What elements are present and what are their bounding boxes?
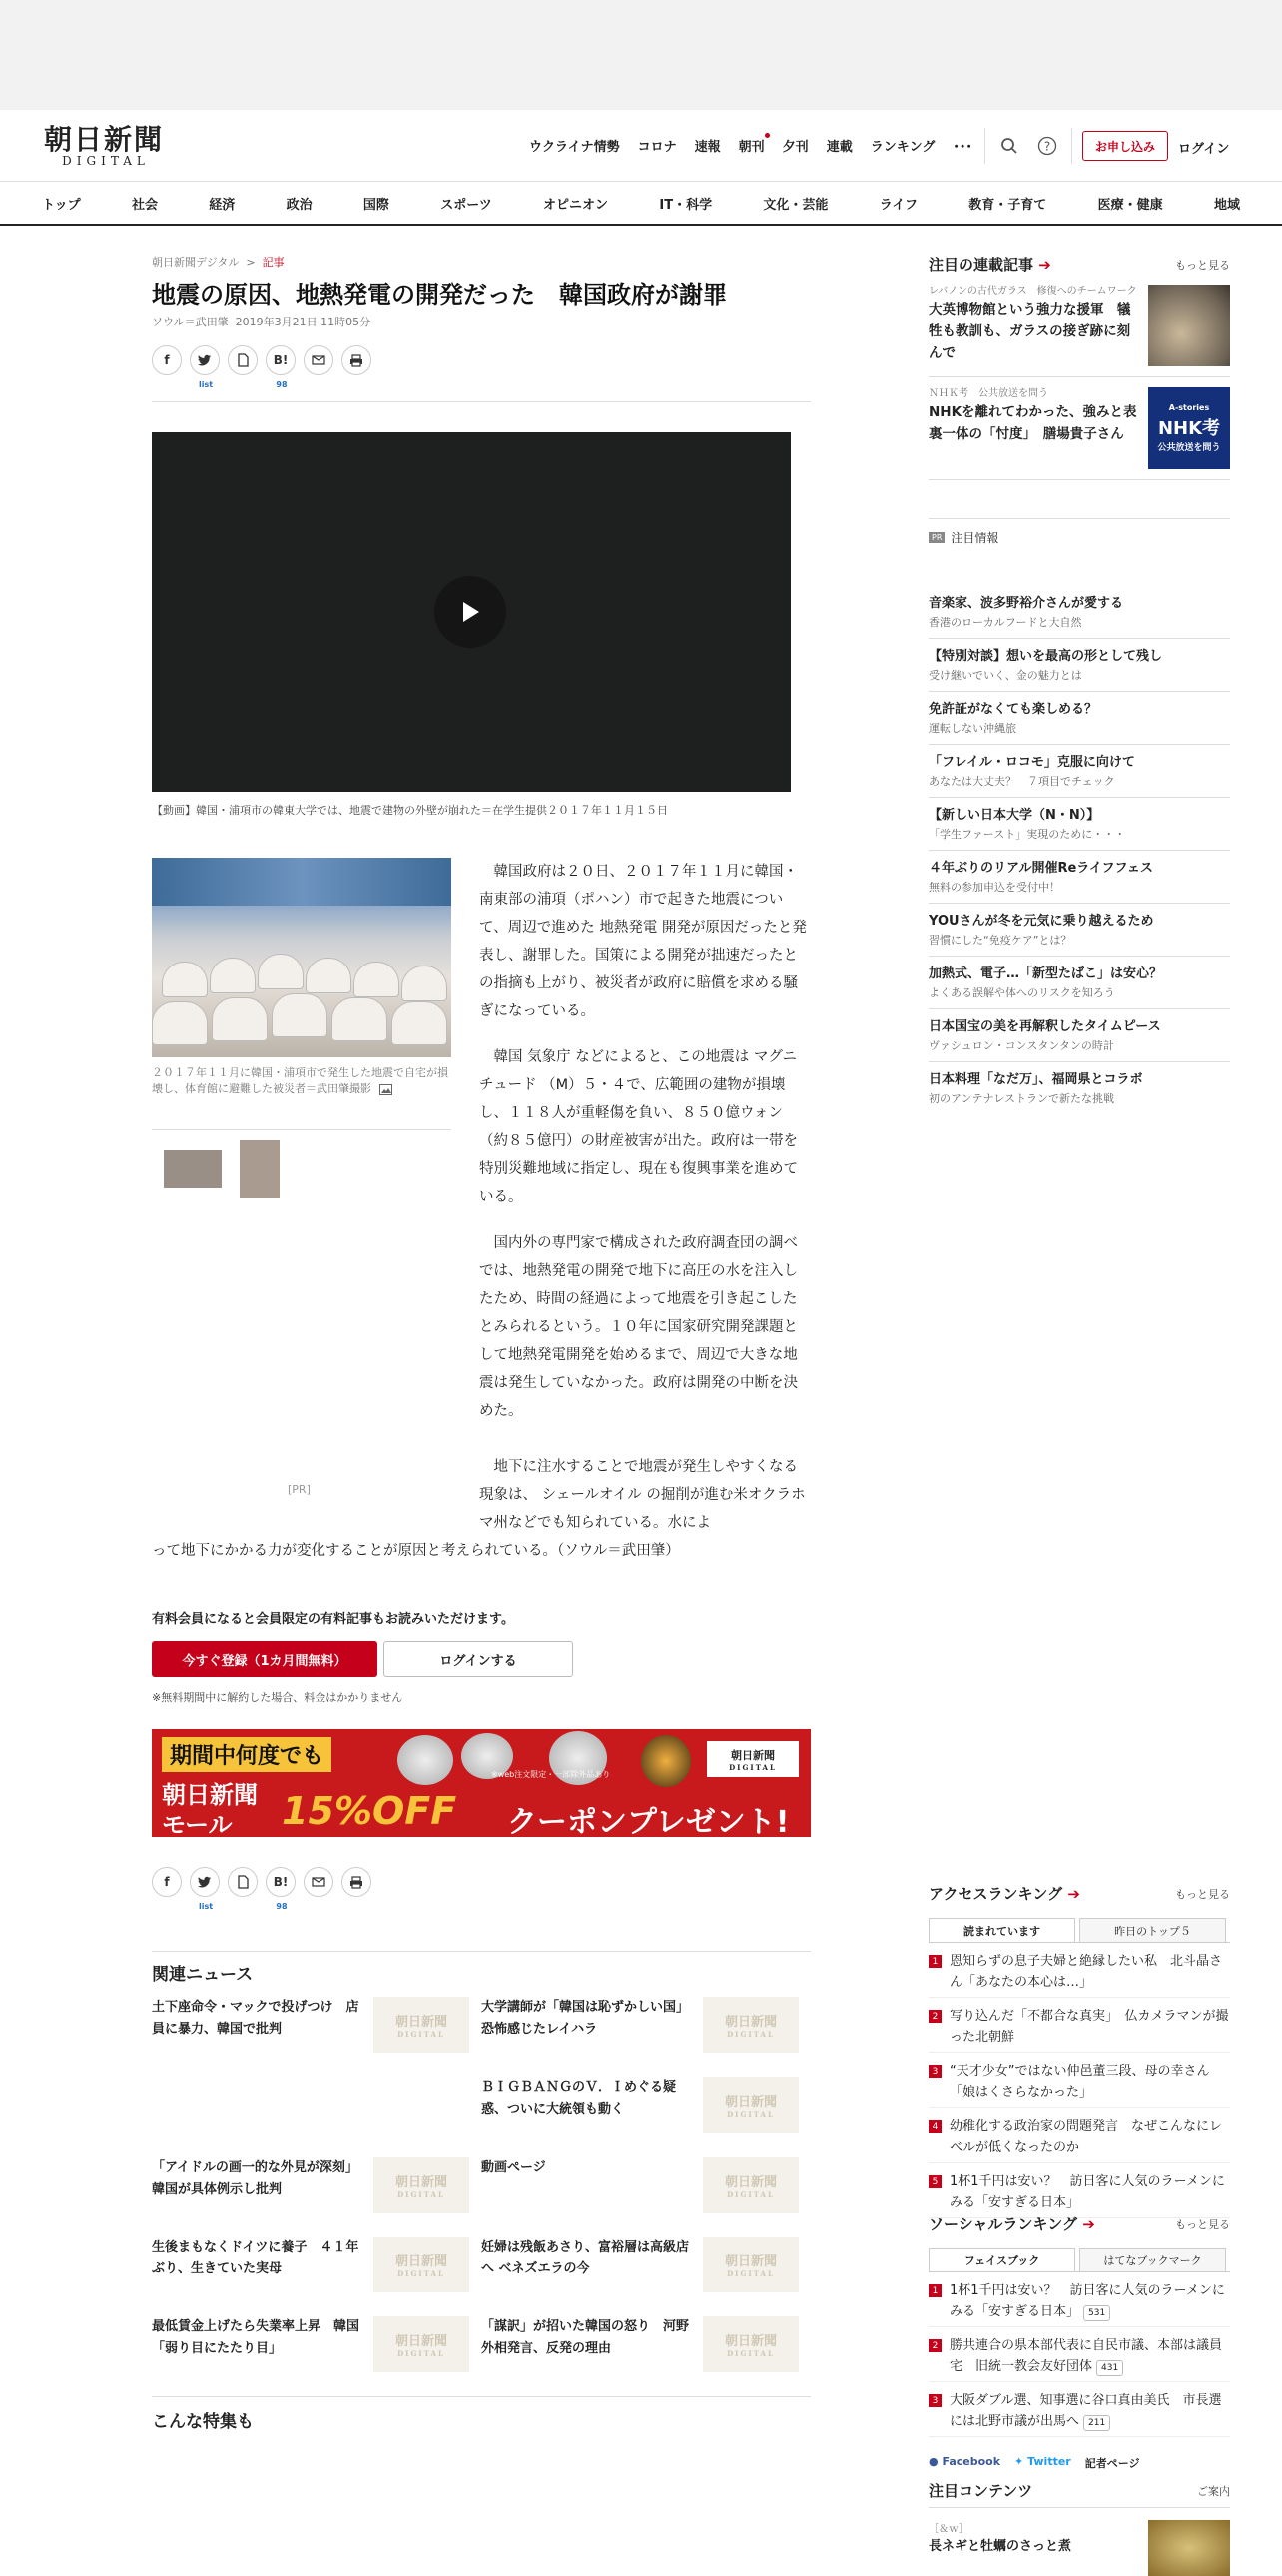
share-bar-bottom [152,1867,811,1911]
bookmark-share-button[interactable] [228,345,258,375]
gnav-sports[interactable]: スポーツ [440,197,492,213]
featured-title: 注目コンテンツ [929,2482,1033,2500]
divider [1071,128,1072,164]
pr-item[interactable] [929,639,1230,692]
pr-item-sub: よくある誤解や体へのリスクを知ろう [929,986,1115,999]
paragraph: 韓国政府は２０日、２０１７年１１月に韓国・南東部の浦項（ポハン）市で起きた地震について、周辺で進めた 地熱発電 開発が原因だったと発表し、謝罪した。国策による開発が拙速だったとの指摘も上がり、被災者が政府に賠償を求める騒ぎになっている。 [479,864,807,1019]
serial-more-link[interactable]: もっと見る [1175,258,1230,272]
thumb-logo: 朝日新聞 [394,2175,447,2190]
thumb-logo: 朝日新聞 [724,2095,777,2110]
share-count-badge: 431 [1096,2360,1123,2376]
nav-morning[interactable] [739,136,765,155]
banner-discount: 15%OFF [282,1789,457,1833]
sidebar [929,254,1230,1114]
ranking-item-title: 写り込んだ「不都合な真実」 仏カメラマンが撮った北朝鮮 [950,2009,1229,2045]
thumbnail-2[interactable] [240,1140,280,1198]
gnav-health[interactable]: 医療・健康 [1097,197,1163,213]
thumb-logo-sub: DIGITAL [727,2190,775,2199]
related-thumb [373,2237,469,2292]
twitter-link[interactable] [1014,2455,1071,2471]
share-count-badge: 531 [1083,2305,1110,2321]
new-dot [765,133,770,138]
gnav-life[interactable]: ライフ [879,197,918,213]
related-item-title: 動画ページ [481,2160,546,2175]
related-thumb [373,2316,469,2372]
access-more-link[interactable]: もっと見る [1175,1887,1230,1901]
featured-info-link[interactable]: ご案内 [1197,2484,1230,2498]
thumbnail-1[interactable] [164,1150,222,1188]
ranking-item-title: “天才少女”ではない仲邑董三段、母の幸さん「娘はくさらなかった」 [950,2064,1210,2100]
social-title[interactable] [929,2213,1095,2234]
pr-item-title: 【新しい日本大学（N・N）】 [929,808,1100,823]
list-count: list [198,1902,214,1911]
pr-item-sub: 「学生ファースト」実現のために・・・ [929,828,1126,841]
login-link[interactable]: ログイン [1178,142,1230,157]
nhk-badge-title: NHK考 [1157,418,1221,439]
facebook-icon: ● [929,2455,939,2468]
banner-coupon: クーポンプレゼント! [507,1805,790,1837]
nav-evening[interactable]: 夕刊 [782,140,809,155]
rank-number: 1 [929,1955,942,1968]
divider [152,401,811,402]
access-header [929,1883,1230,1904]
social-item[interactable] [929,2382,1230,2437]
pr-item[interactable] [929,586,1230,639]
pr-list [929,586,1230,1114]
nav-ranking[interactable]: ランキング [870,140,936,155]
gnav-region[interactable]: 地域 [1213,197,1240,213]
tab-most-read[interactable]: 読まれています [929,1918,1075,1942]
social-item-title: 大阪ダブル選、知事選に谷口真由美氏 市長選には北野市議が出馬へ [950,2393,1222,2429]
login-button[interactable]: ログインする [383,1641,573,1677]
nav-ukraine[interactable]: ウクライナ情勢 [529,140,620,155]
serial-thumbnail [1148,285,1230,366]
member-promo-text: 有料会員になると会員限定の有料記事もお読みいただけます。 [152,1612,514,1627]
gallery-icon[interactable] [379,1084,392,1095]
related-item[interactable] [152,2157,469,2213]
gnav-politics[interactable]: 政治 [286,197,313,213]
facebook-link[interactable] [929,2455,1000,2471]
pr-item-sub: ヴァシュロン・コンスタンタンの時計 [929,1039,1114,1052]
tab-yesterday-top5[interactable]: 昨日のトップ５ [1079,1918,1226,1942]
nav-corona[interactable]: コロナ [637,140,677,155]
gnav-culture[interactable]: 文化・芸能 [763,197,829,213]
ranking-item-title: 恩知らずの息子夫婦と絶縁したい私 北斗晶さん「あなたの本心は…」 [950,1954,1223,1990]
related-thumb [703,2237,799,2292]
serial-item[interactable] [929,377,1230,480]
twitter-share-button[interactable] [190,1867,220,1911]
banner-logo-jp: 朝日新聞 [731,1748,775,1762]
rank-number: 2 [929,2010,942,2023]
gnav-society[interactable]: 社会 [131,197,158,213]
related-item[interactable] [152,1997,469,2053]
social-item[interactable] [929,2272,1230,2327]
print-button[interactable] [341,1867,371,1897]
ad-band [0,0,1282,110]
social-header [929,2213,1230,2234]
facebook-label: Facebook [942,2455,1001,2468]
thumb-logo: 朝日新聞 [724,2254,777,2269]
social-item-title: 1杯1千円は安い？ 訪日客に人気のラーメンにみる「安すぎる日本」 [950,2283,1225,2319]
related-item-title: 「アイドルの画一的な外見が深刻」韓国が具体例示し批判 [152,2160,358,2197]
member-buttons [152,1641,811,1677]
twitter-icon: ✦ [1014,2455,1024,2468]
site-header [0,110,1282,182]
play-icon[interactable] [434,576,506,648]
pr-item-title: YOUさんが冬を元気に乗り越えるため [929,914,1154,929]
social-footer [929,2447,1230,2471]
pr-item-title: 日本料理「なだ万」、福岡県とコラボ [929,1072,1143,1087]
share-count-badge: 211 [1083,2415,1110,2431]
article-title: 地震の原因、地熱発電の開発だった 韓国政府が謝罪 [152,281,727,309]
social-item-title: 勝共連合の県本部代表に自民市議、本部は議員宅 旧統一教会友好団体 [950,2338,1223,2374]
last-paragraph [152,1453,811,1565]
access-title[interactable] [929,1883,1080,1904]
ranking-item[interactable] [929,1998,1230,2053]
nhk-badge-sub: 公共放送を問う [1157,443,1221,453]
thumb-logo-sub: DIGITAL [727,2110,775,2119]
photo-caption-text: ２０１７年１１月に韓国・浦項市で発生した地震で自宅が損壊し、体育館に避難した被災者＝武田肇撮影 [152,1066,448,1095]
byline: ソウル＝武田肇 [152,316,229,328]
gnav-opinion[interactable]: オピニオン [543,197,609,213]
pr-item-title: ４年ぶりのリアル開催Reライフフェス [929,861,1153,876]
social-title-text: ソーシャルランキング [929,2215,1077,2233]
nhk-thumbnail [1148,387,1230,469]
gnav-top[interactable]: トップ [42,197,81,213]
related-item[interactable] [152,2316,469,2372]
arrow-right-icon: ➔ [1038,256,1051,274]
related-title: 関連ニュース [152,1965,254,1985]
rank-number: 4 [929,2120,942,2133]
related-grid [152,1997,811,2372]
thumb-logo-sub: DIGITAL [727,2269,775,2278]
gnav-it-science[interactable]: IT・科学 [659,197,713,213]
related-thumb [703,2316,799,2372]
social-tabs [929,2248,1230,2272]
serial-item[interactable] [929,275,1230,377]
rank-number: 1 [929,2284,942,2297]
pr-item-sub: あなたは大丈夫？ ７項目でチェック [929,775,1115,788]
related-item-empty [152,2077,469,2133]
pr-item[interactable] [929,798,1230,851]
logo-text: 朝日新聞 [44,123,165,156]
rank-number: 3 [929,2394,942,2407]
breadcrumb [152,254,811,270]
banner-logo [707,1741,799,1777]
pr-item[interactable] [929,904,1230,957]
pr-item[interactable] [929,692,1230,745]
video-player[interactable] [152,432,791,792]
pr-item-sub: 運転しない沖縄旅 [929,722,1016,735]
print-button[interactable] [341,345,371,375]
mail-share-button[interactable] [304,1867,333,1897]
thumb-logo-sub: DIGITAL [397,2030,445,2039]
nav-breaking[interactable]: 速報 [694,140,721,155]
related-item[interactable] [481,2237,799,2292]
site-logo[interactable] [44,124,168,170]
banner-logo-en: DIGITAL [729,1762,777,1772]
mail-share-button[interactable] [304,345,333,375]
article-body [152,858,811,1565]
ad-banner[interactable] [152,1729,811,1837]
tab-hatena[interactable]: はてなブックマーク [1079,2248,1226,2271]
thumb-logo: 朝日新聞 [394,2334,447,2349]
access-title-text: アクセスランキング [929,1885,1063,1903]
pr-item-title: 【特別対談】想いを最高の形として残し [929,649,1163,664]
related-thumb [703,2077,799,2133]
banner-headline: 期間中何度でも [162,1737,331,1772]
article-photo[interactable] [152,858,451,1057]
pr-item[interactable] [929,1009,1230,1062]
apply-button[interactable]: お申し込み [1082,131,1168,161]
pr-item[interactable] [929,851,1230,904]
related-thumb [373,2157,469,2213]
pr-item-title: 「フレイル・ロコモ」克服に向けて [929,755,1135,770]
tab-facebook[interactable]: フェイスブック [929,2248,1075,2271]
pr-header [929,518,1230,546]
serial-title-text: 注目の連載記事 [929,256,1034,274]
share-bar [152,345,811,389]
related-item[interactable] [481,2157,799,2213]
pr-item-title: 免許証がなくても楽しめる？ [929,702,1098,717]
featured-item-title: 長ネギと牡蠣のさっと煮 [929,2539,1072,2554]
related-item[interactable] [481,1997,799,2053]
social-more-link[interactable]: もっと見る [1175,2217,1230,2231]
banner-brand-sub: モール [162,1811,233,1837]
related-item-title: 生後まもなくドイツに養子 ４１年ぶり、生きていた実母 [152,2240,359,2276]
thumb-logo: 朝日新聞 [394,2015,447,2030]
nhk-badge-top: A-stories [1168,403,1210,412]
pr-item-sub: 香港のローカルフードと大自然 [929,616,1082,629]
list-count: list [198,380,214,389]
hatena-share-button[interactable]: B! 98 [266,1867,296,1897]
breadcrumb-current[interactable]: 記事 [262,256,285,269]
thumb-logo: 朝日新聞 [724,2175,777,2190]
pr-item-sub: 習慣にした“免疫ケア”とは？ [929,934,1072,947]
help-icon[interactable] [1033,132,1061,160]
access-tabs [929,1918,1230,1943]
twitter-label: Twitter [1027,2455,1071,2468]
featured-header [929,2480,1230,2508]
article-text [479,858,811,1443]
twitter-share-button[interactable] [190,345,220,389]
header-nav [529,136,972,155]
pr-item-title: 音楽家、波多野裕介さんが愛する [929,596,1124,611]
global-nav [0,182,1282,226]
register-button[interactable]: 今すぐ登録（1カ月間無料） [152,1641,377,1677]
serial-title[interactable] [929,254,1051,275]
rank-number: 3 [929,2065,942,2078]
nav-morning-label: 朝刊 [738,140,765,155]
related-item-title: 土下座命令・マックで投げつけ 店員に暴力、韓国で批判 [152,2000,359,2037]
photo-caption [152,1065,451,1097]
pr-item-sub: 無料の参加申込を受付中！ [929,881,1060,894]
search-icon[interactable] [995,132,1023,160]
serial-category: レバノンの古代ガラス 修復へのチームワーク [929,286,1137,297]
thumb-logo-sub: DIGITAL [727,2349,775,2358]
gnav-economy[interactable]: 経済 [209,197,236,213]
ranking-item[interactable] [929,2053,1230,2108]
featured-item[interactable] [929,2520,1230,2576]
pr-item-title: 日本国宝の美を再解釈したタイムピース [929,1019,1161,1034]
banner-note: ※web注文限定・一部除外品あり [491,1770,611,1779]
hatena-count: 98 [276,380,288,389]
related-item-title: ＢＩＧＢＡＮＧのＶ．Ｉめぐる疑惑、ついに大統領も動く [481,2080,677,2117]
related-thumb [373,1997,469,2053]
pr-label: [PR] [288,1483,311,1496]
serial-category: ＮＨＫ考 公共放送を問う [929,388,1048,399]
related-item-title: 大学講師が「韓国は恥ずかしい国」 恐怖感じたレイハラ [481,2000,696,2037]
related-thumb [703,2157,799,2213]
rank-number: 2 [929,2339,942,2352]
serial-item-title: 大英博物館という強力な援軍 犠牲も教訓も、ガラスの接ぎ跡に刻んで [929,302,1131,361]
pr-item[interactable] [929,957,1230,1009]
photo-thumbnails [152,1129,451,1198]
related-item-title [152,2077,361,2133]
header-icons [984,128,1072,164]
nav-more[interactable]: ･･･ [953,140,972,155]
reporter-page-link[interactable]: 記者ページ [1084,2457,1140,2470]
paragraph-part: って地下にかかる力が変化することが原因と考えられている。（ソウル＝武田肇） [152,1543,680,1559]
related-news [152,1951,811,2432]
featured-thumbnail [1148,2520,1230,2576]
gnav-international[interactable]: 国際 [362,197,389,213]
thumb-logo-sub: DIGITAL [397,2349,445,2358]
logo-subtext: DIGITAL [62,154,150,168]
featured-content [929,2480,1230,2576]
arrow-right-icon: ➔ [1082,2215,1095,2233]
serial-header [929,254,1230,275]
ranking-item-title: 1杯1千円は安い？ 訪日客に人気のラーメンにみる「安すぎる日本」 [950,2174,1225,2210]
breadcrumb-separator: > [242,256,260,269]
pr-item[interactable] [929,745,1230,798]
related-item[interactable] [481,2077,799,2133]
ranking-item[interactable] [929,1943,1230,1998]
access-ranking [929,1883,1230,2218]
related-item[interactable] [152,2237,469,2292]
paragraph-part: 地下に注水することで地震が発生しやすくなる現象は、 シェールオイル の掘削が進む米オクラホマ州などでも知られている。水によ [479,1459,806,1531]
thumb-logo-sub: DIGITAL [397,2190,445,2199]
hatena-count: 98 [276,1902,288,1911]
social-item[interactable] [929,2327,1230,2382]
pr-badge: PR [929,532,945,543]
related-item-title: 「謀訳」が招いた韓国の怒り 河野外相発言、反発の理由 [481,2319,690,2356]
ranking-item-title: 幼稚化する政治家の問題発言 なぜこんなにレベルが低くなったのか [950,2119,1223,2155]
related-item[interactable] [481,2316,799,2372]
article-main [152,254,811,2432]
arrow-right-icon: ➔ [1067,1885,1080,1903]
banner-brand: 朝日新聞 [162,1781,258,1809]
thumb-logo: 朝日新聞 [394,2254,447,2269]
featured-category: ［＆ｗ］ [929,2524,968,2535]
svg-text:?: ? [1043,139,1051,154]
member-note: ※無料期間中に解約した場合、料金はかかりません [152,1691,403,1704]
ranking-item[interactable] [929,2108,1230,2163]
related-item-title: 妊婦は残飯あさり、富裕層は高級店へ ベネズエラの今 [481,2240,690,2276]
facebook-share-button[interactable]: f [152,1867,182,1897]
pr-item-sub: 受け継いでいく、金の魅力とは [929,669,1082,682]
related-thumb [703,1997,799,2053]
ranking-item[interactable] [929,2163,1230,2218]
pr-item[interactable] [929,1062,1230,1114]
gnav-education[interactable]: 教育・子育て [968,197,1047,213]
paragraph: 国内外の専門家で構成された政府調査団の調べでは、地熱発電の開発で地下に高圧の水を注入したため、時間の経過によって地震を引き起こしたとみられるという。１０年に国家研究開発課題として地熱発電開発を始めるまで、周辺で大きな地震は発生していなかった。政府は開発の中断を決めた。 [479,1235,798,1419]
paragraph: 韓国 気象庁 などによると、この地震は マグニチュード （M）５・４で、広範囲の建物が損壊し、１１８人が重軽傷を負い、８５０億ウォン（約８５億円）の財産被害が出た。政府は一帯を特別災難地域に指定し、現在も復興事業を進めている。 [479,1049,798,1205]
rank-number: 5 [929,2175,942,2188]
divider [984,128,985,164]
breadcrumb-home[interactable]: 朝日新聞デジタル [152,256,240,269]
social-ranking [929,2213,1230,2471]
article-meta [152,314,811,329]
video-caption: 【動画】韓国・浦項市の韓東大学では、地震で建物の外壁が崩れた＝在学生提供２０１７年１１月１５日 [152,804,668,817]
thumb-logo-sub: DIGITAL [397,2269,445,2278]
pr-title: 注目情報 [951,531,999,545]
bookmark-share-button[interactable] [228,1867,258,1897]
pr-item-sub: 初のアンテナレストランで新たな挑戦 [929,1092,1115,1105]
facebook-share-button[interactable]: f [152,345,182,375]
related-item-title: 最低賃金上げたら失業率上昇 韓国「弱り目にたたり目」 [152,2319,360,2356]
thumb-logo: 朝日新聞 [724,2334,777,2349]
hatena-share-button[interactable]: B! 98 [266,345,296,375]
thumb-logo: 朝日新聞 [724,2015,777,2030]
pr-item-title: 加熱式、電子…「新型たばこ」は安心？ [929,966,1163,981]
special-title: こんな特集も [152,2396,811,2432]
nav-serial[interactable]: 連載 [826,140,853,155]
publish-date: 2019年3月21日 11時05分 [235,316,371,328]
serial-item-title: NHKを離れてわかった、強みと表裏一体の「忖度」 膳場貴子さん [929,404,1137,442]
thumb-logo-sub: DIGITAL [727,2030,775,2039]
